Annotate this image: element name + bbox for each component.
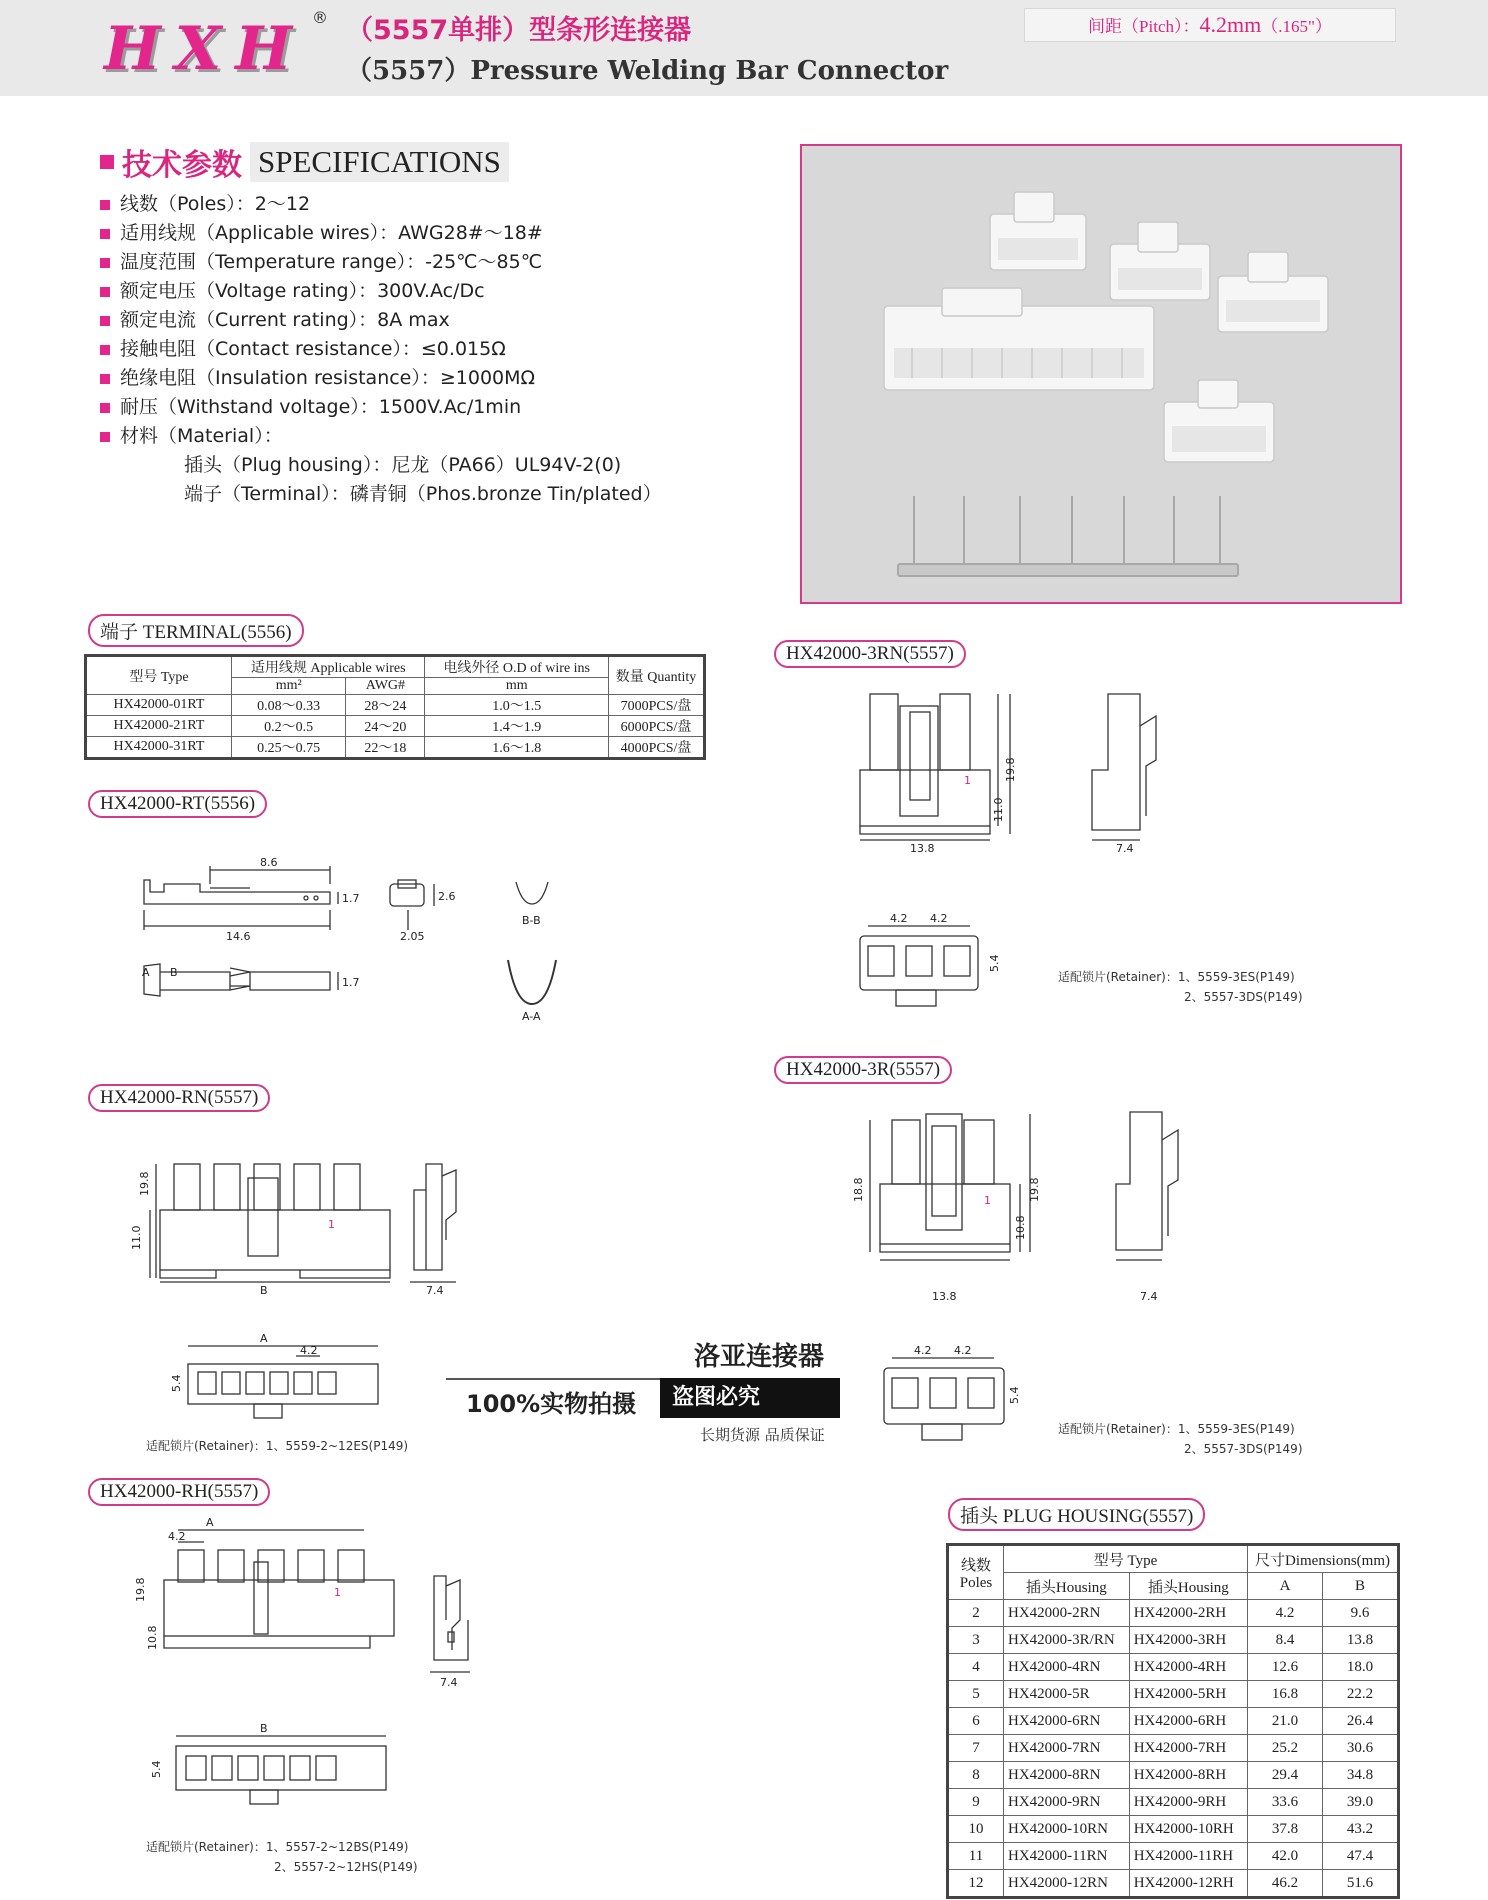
table-row <box>948 1654 1399 1681</box>
col-a: A <box>1248 1573 1323 1600</box>
dim-label: 11.0 <box>130 1225 143 1250</box>
table-row <box>948 1789 1399 1816</box>
table-row <box>948 1600 1399 1627</box>
watermark-brand: 洛亚连接器 <box>694 1342 825 1372</box>
dim-label: 7.4 <box>1140 1290 1158 1303</box>
cell: 26.4 <box>1323 1708 1399 1735</box>
section-mark: B <box>170 966 178 979</box>
col-od-unit: mm <box>425 678 609 695</box>
cell: HX42000-12RH <box>1129 1870 1247 1898</box>
table-row <box>948 1735 1399 1762</box>
spec-item <box>100 277 662 306</box>
cell: HX42000-4RN <box>1004 1654 1130 1681</box>
col-type: 型号 Type <box>86 656 232 695</box>
rn3-retainer-1: 适配锁片(Retainer)：1、5559-3ES(P149) <box>1058 970 1295 984</box>
dim-label: 2.6 <box>438 890 456 903</box>
material-item: 端子（Terminal）：磷青铜（Phos.bronze Tin/plated） <box>184 483 662 505</box>
spec-text: 额定电流（Current rating）：8A max <box>120 309 450 331</box>
cell: 47.4 <box>1323 1843 1399 1870</box>
dim-label: 13.8 <box>932 1290 957 1303</box>
cell: 22～18 <box>346 737 425 759</box>
bullet-square-icon <box>100 155 114 169</box>
cell: HX42000-11RN <box>1004 1843 1130 1870</box>
dim-label: 2.05 <box>400 930 425 943</box>
cell: 29.4 <box>1248 1762 1323 1789</box>
rt-drawing <box>120 840 580 1040</box>
cell: 34.8 <box>1323 1762 1399 1789</box>
bullet-square-icon <box>100 403 110 413</box>
bullet-square-icon <box>100 229 110 239</box>
col-awg: AWG# <box>346 678 425 695</box>
spec-text: 线数（Poles）：2～12 <box>120 193 311 215</box>
cell: 0.08～0.33 <box>232 695 346 716</box>
spec-item <box>100 306 662 335</box>
cell: HX42000-6RH <box>1129 1708 1247 1735</box>
dim-label: 19.8 <box>1028 1177 1041 1202</box>
cell: 42.0 <box>1248 1843 1323 1870</box>
spec-text: 材料（Material）： <box>120 425 283 447</box>
section-label: A-A <box>522 1010 541 1023</box>
connector-photo-illustration <box>802 146 1400 602</box>
section-label: B-B <box>522 914 541 927</box>
cell: 12.6 <box>1248 1654 1323 1681</box>
cell: HX42000-31RT <box>86 737 232 759</box>
dim-label: 10.8 <box>1014 1215 1027 1240</box>
cell: 3 <box>948 1627 1004 1654</box>
rh-drawing <box>120 1510 530 1810</box>
r3-drawing <box>840 1100 1180 1460</box>
dim-label: 13.8 <box>910 842 935 855</box>
cell: HX42000-7RH <box>1129 1735 1247 1762</box>
cell: HX42000-5RH <box>1129 1681 1247 1708</box>
dim-label: A <box>260 1332 268 1345</box>
dim-label: 4.2 <box>168 1530 186 1543</box>
terminal-table <box>84 654 706 760</box>
dim-label: 11.0 <box>992 797 1005 822</box>
cell: HX42000-7RN <box>1004 1735 1130 1762</box>
cell: 25.2 <box>1248 1735 1323 1762</box>
cell: 1.6～1.8 <box>425 737 609 759</box>
pitch-label: 间距（Pitch）： <box>1088 17 1200 36</box>
spec-text: 适用线规（Applicable wires）：AWG28#～18# <box>120 222 543 244</box>
cell: HX42000-2RH <box>1129 1600 1247 1627</box>
dim-label: 5.4 <box>170 1374 183 1392</box>
dim-label: 5.4 <box>988 954 1001 972</box>
cell: 18.0 <box>1323 1654 1399 1681</box>
dim-label: 1.7 <box>342 892 360 905</box>
cell: 39.0 <box>1323 1789 1399 1816</box>
col-poles: 线数 Poles <box>948 1545 1004 1600</box>
bullet-square-icon <box>100 374 110 384</box>
cell: 13.8 <box>1323 1627 1399 1654</box>
bullet-square-icon <box>100 432 110 442</box>
title-chinese: （5557单排）型条形连接器 <box>346 15 692 46</box>
terminal-label: 端子 TERMINAL(5556) <box>88 614 304 647</box>
specs-heading-en: SPECIFICATIONS <box>250 142 509 182</box>
dim-label: 18.8 <box>852 1177 865 1202</box>
dim-label: A <box>206 1516 214 1529</box>
bullet-square-icon <box>100 345 110 355</box>
col-wires: 适用线规 Applicable wires <box>232 656 425 678</box>
rh-retainer-2: 2、5557-2~12HS(P149) <box>274 1860 418 1874</box>
cell: 0.2～0.5 <box>232 716 346 737</box>
pin-one-mark: 1 <box>334 1586 341 1599</box>
pitch-inch: （.165"） <box>1261 17 1332 36</box>
cell: 46.2 <box>1248 1870 1323 1898</box>
dim-label: 5.4 <box>150 1760 163 1778</box>
cell: HX42000-9RH <box>1129 1789 1247 1816</box>
cell: HX42000-3RH <box>1129 1627 1247 1654</box>
cell: 37.8 <box>1248 1816 1323 1843</box>
rn3-drawing <box>840 690 1180 1010</box>
spec-item <box>100 219 662 248</box>
table-row <box>86 737 705 759</box>
cell: HX42000-12RN <box>1004 1870 1130 1898</box>
cell: 0.25～0.75 <box>232 737 346 759</box>
rn-retainer: 适配锁片(Retainer)：1、5559-2~12ES(P149) <box>146 1439 409 1453</box>
spec-item <box>100 335 662 364</box>
cell: 7 <box>948 1735 1004 1762</box>
cell: 6000PCS/盘 <box>609 716 705 737</box>
cell: 4.2 <box>1248 1600 1323 1627</box>
spec-item <box>100 248 662 277</box>
cell: HX42000-10RN <box>1004 1816 1130 1843</box>
rh-retainer-1: 适配锁片(Retainer)：1、5557-2~12BS(P149) <box>146 1840 409 1854</box>
spec-text: 温度范围（Temperature range）：-25℃～85℃ <box>120 251 543 273</box>
watermark-banner <box>446 1378 840 1418</box>
cell: 9 <box>948 1789 1004 1816</box>
spec-text: 额定电压（Voltage rating）：300V.Ac/Dc <box>120 280 485 302</box>
cell: 33.6 <box>1248 1789 1323 1816</box>
rn3-label: HX42000-3RN(5557) <box>774 640 966 668</box>
cell: HX42000-5R <box>1004 1681 1130 1708</box>
r3-retainer-1: 适配锁片(Retainer)：1、5559-3ES(P149) <box>1058 1422 1295 1436</box>
table-row <box>948 1843 1399 1870</box>
dim-label: 7.4 <box>1116 842 1134 855</box>
cell: 2 <box>948 1600 1004 1627</box>
table-row <box>86 695 705 716</box>
cell: HX42000-6RN <box>1004 1708 1130 1735</box>
pin-one-mark: 1 <box>328 1218 335 1231</box>
dim-label: 4.2 <box>914 1344 932 1357</box>
cell: 6 <box>948 1708 1004 1735</box>
dim-label: 1.7 <box>342 976 360 989</box>
spec-text: 绝缘电阻（Insulation resistance）：≥1000MΩ <box>120 367 536 389</box>
pitch-value: 4.2mm <box>1199 12 1262 37</box>
cell: HX42000-8RN <box>1004 1762 1130 1789</box>
watermark-right: 盗图必究 <box>660 1378 840 1418</box>
spec-item <box>100 422 662 451</box>
housing-table <box>946 1543 1400 1899</box>
material-item: 插头（Plug housing）：尼龙（PA66）UL94V-2(0) <box>184 454 622 476</box>
cell: 22.2 <box>1323 1681 1399 1708</box>
dim-label: 4.2 <box>954 1344 972 1357</box>
bullet-square-icon <box>100 200 110 210</box>
cell: HX42000-9RN <box>1004 1789 1130 1816</box>
cell: 21.0 <box>1248 1708 1323 1735</box>
cell: 4000PCS/盘 <box>609 737 705 759</box>
bullet-square-icon <box>100 287 110 297</box>
product-photo <box>800 144 1402 604</box>
spec-item <box>100 393 662 422</box>
col-qty: 数量 Quantity <box>609 656 705 695</box>
dim-label: 7.4 <box>440 1676 458 1689</box>
rn3-retainer-2: 2、5557-3DS(P149) <box>1184 990 1303 1004</box>
cell: 16.8 <box>1248 1681 1323 1708</box>
cell: 5 <box>948 1681 1004 1708</box>
cell: 8 <box>948 1762 1004 1789</box>
cell: HX42000-4RH <box>1129 1654 1247 1681</box>
spec-item <box>100 364 662 393</box>
dim-label: 19.8 <box>1004 757 1017 782</box>
cell: 4 <box>948 1654 1004 1681</box>
table-row <box>86 716 705 737</box>
cell: 1.0～1.5 <box>425 695 609 716</box>
table-row <box>948 1870 1399 1898</box>
r3-retainer-2: 2、5557-3DS(P149) <box>1184 1442 1303 1456</box>
cell: 10 <box>948 1816 1004 1843</box>
registered-mark: ® <box>312 8 328 27</box>
cell: 24～20 <box>346 716 425 737</box>
cell: 51.6 <box>1323 1870 1399 1898</box>
pin-one-mark: 1 <box>964 774 971 787</box>
dim-label: 10.8 <box>146 1625 159 1650</box>
cell: 7000PCS/盘 <box>609 695 705 716</box>
cell: HX42000-8RH <box>1129 1762 1247 1789</box>
rn-label: HX42000-RN(5557) <box>88 1084 270 1112</box>
dim-label: B <box>260 1722 268 1735</box>
col-dims: 尺寸Dimensions(mm) <box>1248 1545 1399 1573</box>
dim-label: B <box>260 1284 268 1297</box>
housing-label: 插头 PLUG HOUSING(5557) <box>948 1498 1205 1531</box>
dim-label: 7.4 <box>426 1284 444 1297</box>
spec-item <box>100 190 662 219</box>
col-od: 电线外径 O.D of wire ins <box>425 656 609 678</box>
spec-text: 接触电阻（Contact resistance）：≤0.015Ω <box>120 338 506 360</box>
cell: 11 <box>948 1843 1004 1870</box>
cell: HX42000-01RT <box>86 695 232 716</box>
title-english: （5557）Pressure Welding Bar Connector <box>346 56 949 86</box>
col-type: 型号 Type <box>1004 1545 1248 1573</box>
table-row <box>948 1627 1399 1654</box>
table-row <box>948 1816 1399 1843</box>
r3-label: HX42000-3R(5557) <box>774 1056 952 1084</box>
pin-one-mark: 1 <box>984 1194 991 1207</box>
dim-label: 4.2 <box>890 912 908 925</box>
brand-logo: HXH <box>104 14 306 84</box>
cell: 8.4 <box>1248 1627 1323 1654</box>
dim-label: 14.6 <box>226 930 251 943</box>
pitch-badge <box>1024 8 1396 42</box>
dim-label: 8.6 <box>260 856 278 869</box>
cell: HX42000-2RN <box>1004 1600 1130 1627</box>
col-housing-rn: 插头Housing <box>1004 1573 1130 1600</box>
cell: 9.6 <box>1323 1600 1399 1627</box>
cell: 12 <box>948 1870 1004 1898</box>
rt-label: HX42000-RT(5556) <box>88 790 267 818</box>
watermark-bottom: 长期货源 品质保证 <box>700 1426 825 1444</box>
dim-label: 4.2 <box>300 1344 318 1357</box>
cell: HX42000-10RH <box>1129 1816 1247 1843</box>
cell: HX42000-11RH <box>1129 1843 1247 1870</box>
bullet-square-icon <box>100 316 110 326</box>
specs-heading <box>100 140 509 184</box>
cell: 1.4～1.9 <box>425 716 609 737</box>
cell: 28～24 <box>346 695 425 716</box>
table-row <box>948 1681 1399 1708</box>
cell: 30.6 <box>1323 1735 1399 1762</box>
cell: HX42000-3R/RN <box>1004 1627 1130 1654</box>
table-row <box>948 1708 1399 1735</box>
rh-label: HX42000-RH(5557) <box>88 1478 270 1506</box>
watermark-left: 100%实物拍摄 <box>466 1390 637 1418</box>
specs-list <box>100 190 662 509</box>
table-row <box>948 1762 1399 1789</box>
cell: HX42000-21RT <box>86 716 232 737</box>
bullet-square-icon <box>100 258 110 268</box>
dim-label: 5.4 <box>1008 1386 1021 1404</box>
specs-heading-cn: 技术参数 <box>122 148 242 183</box>
dim-label: 4.2 <box>930 912 948 925</box>
dim-label: 19.8 <box>134 1577 147 1602</box>
cell: 43.2 <box>1323 1816 1399 1843</box>
spec-text: 耐压（Withstand voltage）：1500V.Ac/1min <box>120 396 522 418</box>
col-mm2: mm² <box>232 678 346 695</box>
section-mark: A <box>142 966 150 979</box>
col-housing-rh: 插头Housing <box>1129 1573 1247 1600</box>
col-b: B <box>1323 1573 1399 1600</box>
dim-label: 19.8 <box>138 1171 151 1196</box>
